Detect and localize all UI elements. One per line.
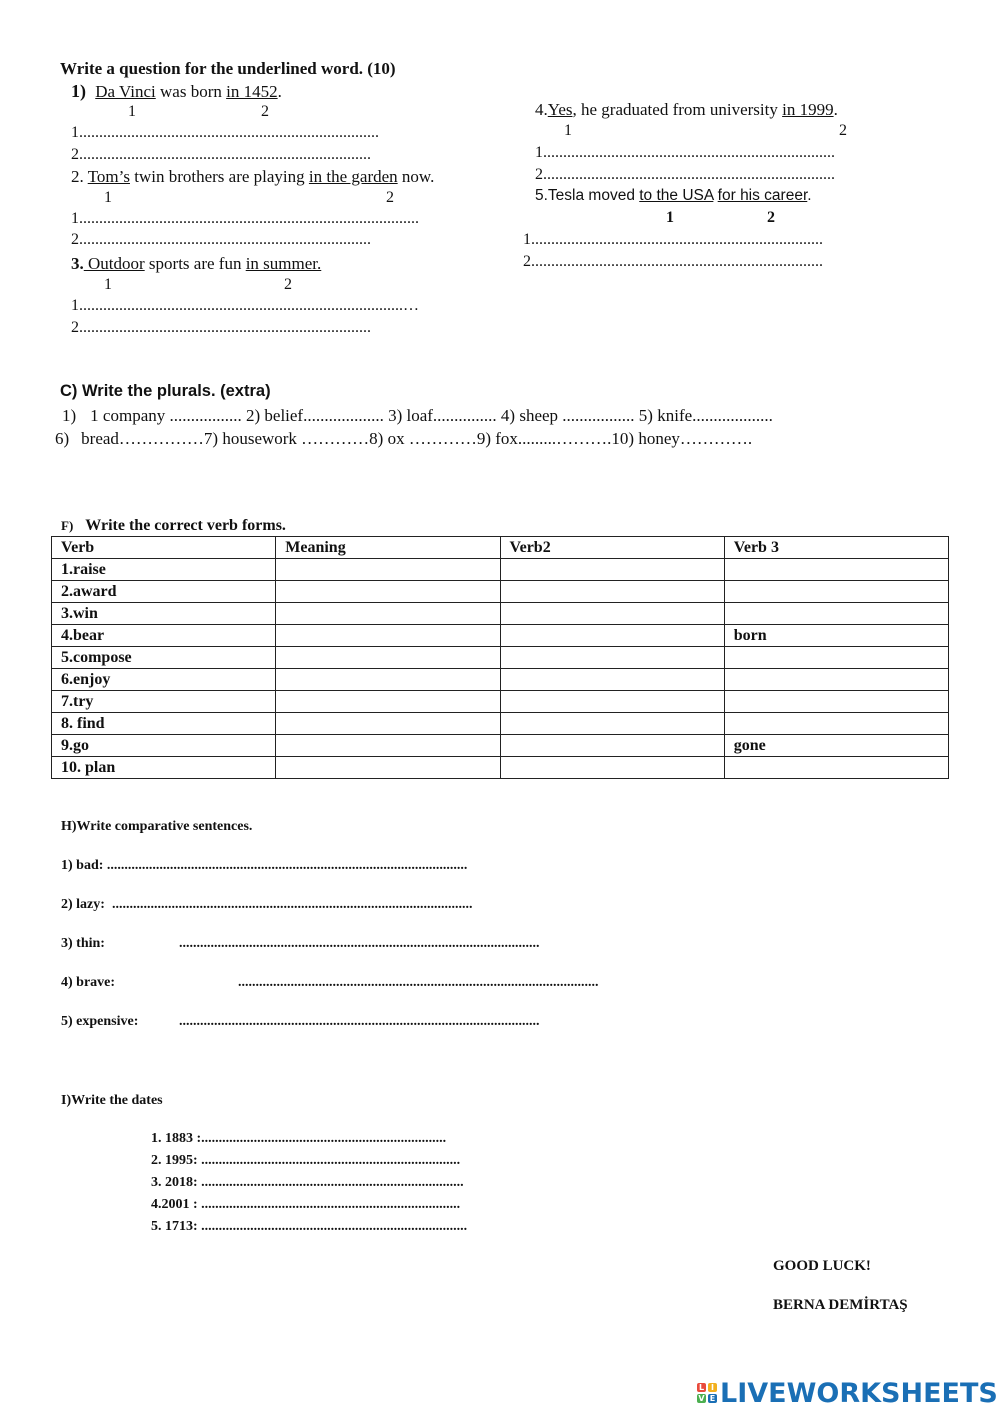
answer-line[interactable]: 1......................................................................... [523, 231, 823, 248]
table-row [52, 713, 949, 735]
underlined-word-1: Tom’s [87, 167, 130, 186]
answer-line[interactable]: ....................................................................................................... [179, 936, 540, 951]
date-item: 4.2001 : .......................................................................... [151, 1197, 461, 1212]
answer-cell[interactable] [276, 757, 500, 779]
answer-cell[interactable] [276, 603, 500, 625]
question-3-number: 3. [71, 254, 84, 273]
table-row [52, 757, 949, 779]
underlined-word-2: in summer. [245, 254, 322, 273]
logo-mark-icon: L I V E [698, 1383, 716, 1403]
answer-line[interactable]: 2......................................................................... [71, 231, 371, 248]
section-a-title: Write a question for the underlined word. (10) [60, 59, 396, 78]
verb-cell: 10. plan [52, 757, 276, 779]
question-5: 5.Tesla moved to the USA for his career. [535, 187, 812, 204]
answer-line[interactable]: ........................................................................... [201, 1175, 464, 1190]
answer-cell[interactable] [500, 603, 724, 625]
question-2: 2. Tom’s twin brothers are playing in the garden now. [71, 167, 435, 186]
underlined-word-1: Yes [547, 100, 573, 119]
answer-cell[interactable] [724, 559, 948, 581]
q1-marker-1: 1 [128, 103, 136, 120]
answer-cell[interactable] [724, 691, 948, 713]
header-verb2: Verb2 [500, 537, 724, 559]
answer-line[interactable]: 1.................................................................................… [71, 297, 419, 314]
plurals-line-2: 6) bread……………7) housework …………8) ox …………9) fox.........……….10) honey…………. [55, 429, 753, 448]
plurals-items-2[interactable]: bread……………7) housework …………8) ox …………9) fox.........……….10) honey…………. [81, 429, 753, 448]
underlined-word-2: in 1999 [782, 100, 834, 119]
table-row [52, 735, 949, 757]
comparative-item: 2) lazy: ....................................................................................................... [61, 897, 473, 912]
answer-cell[interactable] [724, 603, 948, 625]
verb-cell: 6.enjoy [52, 669, 276, 691]
answer-line[interactable]: 1..................................................................................... [71, 210, 419, 227]
plurals-items-1[interactable]: 1 company ................. 2) belief................... 3) loaf............... 4) sheep ................. 5) knife................... [90, 406, 773, 425]
answer-cell[interactable] [276, 581, 500, 603]
verb-cell: 4.bear [52, 625, 276, 647]
question-4: 4.Yes, he graduated from university in 1999. [535, 100, 838, 119]
table-header-row [52, 537, 949, 559]
verb-cell: 3.win [52, 603, 276, 625]
date-item: 3. 2018: ........................................................................... [151, 1175, 464, 1190]
date-item: 5. 1713: ............................................................................ [151, 1219, 468, 1234]
answer-cell[interactable] [724, 581, 948, 603]
answer-line[interactable]: 1........................................................................... [71, 124, 379, 141]
answer-line[interactable]: ...................................................................... [201, 1131, 447, 1146]
answer-cell[interactable] [724, 713, 948, 735]
header-verb: Verb [52, 537, 276, 559]
verb-cell: 5.compose [52, 647, 276, 669]
answer-line[interactable]: 2......................................................................... [523, 253, 823, 270]
answer-cell[interactable] [500, 691, 724, 713]
answer-cell[interactable] [276, 735, 500, 757]
answer-cell[interactable] [276, 647, 500, 669]
answer-line[interactable]: 2......................................................................... [71, 319, 371, 336]
answer-cell[interactable] [500, 625, 724, 647]
answer-cell[interactable] [724, 757, 948, 779]
answer-line[interactable]: .......................................................................... [201, 1153, 461, 1168]
answer-line[interactable]: 2......................................................................... [71, 146, 371, 163]
section-c-title: C) Write the plurals. (extra) [60, 382, 271, 400]
date-item: 2. 1995: .......................................................................... [151, 1153, 461, 1168]
table-row [52, 625, 949, 647]
answer-cell[interactable] [500, 713, 724, 735]
date-item: 1. 1883 :...................................................................... [151, 1131, 447, 1146]
answer-line[interactable]: .......................................................................... [201, 1197, 461, 1212]
answer-line[interactable]: ....................................................................................................... [238, 975, 599, 990]
q4-marker-1: 1 [564, 122, 572, 139]
verb-cell: 2.award [52, 581, 276, 603]
answer-cell[interactable] [500, 669, 724, 691]
underlined-word-2: for his career [717, 187, 808, 204]
answer-cell[interactable] [276, 713, 500, 735]
q5-marker-2: 2 [767, 209, 775, 226]
section-i-title: I)Write the dates [61, 1093, 163, 1108]
q4-marker-2: 2 [839, 122, 847, 139]
plurals-line-1: 1) 1 company ................. 2) belief................... 3) loaf............... 4) sheep ................. 5) knife................... [62, 406, 773, 425]
answer-cell[interactable] [724, 669, 948, 691]
answer-line[interactable]: ....................................................................................................... [106, 858, 468, 873]
verb-forms-table [51, 536, 949, 779]
q2-marker-1: 1 [104, 189, 112, 206]
logo-text: LIVEWORKSHEETS [720, 1377, 998, 1409]
header-meaning: Meaning [276, 537, 500, 559]
answer-cell[interactable] [276, 625, 500, 647]
q5-marker-1: 1 [666, 209, 674, 226]
author-name: BERNA DEMİRTAŞ [773, 1297, 908, 1313]
verb-cell: 8. find [52, 713, 276, 735]
comparative-item-label: 4) brave: [61, 975, 116, 990]
answer-cell[interactable] [276, 559, 500, 581]
q3-marker-2: 2 [284, 276, 292, 293]
table-row [52, 669, 949, 691]
verb-cell: 9.go [52, 735, 276, 757]
underlined-word-1: Da Vinci [95, 82, 156, 101]
verb-cell: 1.raise [52, 559, 276, 581]
good-luck-text: GOOD LUCK! [773, 1258, 871, 1274]
table-row [52, 581, 949, 603]
underlined-word-1: to the USA [639, 187, 714, 204]
question-1-number: 1) [71, 81, 86, 101]
underlined-word-2: in the garden [308, 167, 398, 186]
given-answer-cell: born [724, 625, 948, 647]
given-answer-cell: gone [724, 735, 948, 757]
table-row [52, 603, 949, 625]
section-h-title: H)Write comparative sentences. [61, 819, 253, 834]
question-3: 3. Outdoor sports are fun in summer. [71, 254, 322, 273]
q3-marker-1: 1 [104, 276, 112, 293]
q1-marker-2: 2 [261, 103, 269, 120]
answer-cell[interactable] [500, 647, 724, 669]
table-row [52, 647, 949, 669]
answer-cell[interactable] [724, 647, 948, 669]
underlined-word-1: Outdoor [83, 254, 145, 273]
answer-line[interactable]: 1......................................................................... [535, 144, 835, 161]
answer-cell[interactable] [500, 735, 724, 757]
q2-marker-2: 2 [386, 189, 394, 206]
answer-cell[interactable] [500, 559, 724, 581]
comparative-item-label: 3) thin: [61, 936, 105, 951]
table-row [52, 691, 949, 713]
section-f-title: F) Write the correct verb forms. [61, 517, 286, 534]
verb-cell: 7.try [52, 691, 276, 713]
liveworksheets-logo [697, 1378, 998, 1408]
answer-line[interactable]: ....................................................................................................... [111, 897, 473, 912]
header-verb3: Verb 3 [724, 537, 948, 559]
comparative-item-label: 5) expensive: [61, 1014, 139, 1029]
answer-line[interactable]: ............................................................................ [201, 1219, 468, 1234]
answer-cell[interactable] [500, 581, 724, 603]
table-row [52, 559, 949, 581]
answer-cell[interactable] [276, 669, 500, 691]
answer-line[interactable]: ....................................................................................................... [179, 1014, 540, 1029]
answer-cell[interactable] [276, 691, 500, 713]
answer-line[interactable]: 2......................................................................... [535, 166, 835, 183]
underlined-word-2: in 1452 [226, 82, 278, 101]
comparative-item: 1) bad: ....................................................................................................... [61, 858, 468, 873]
question-1: 1) Da Vinci was born in 1452. [71, 81, 282, 101]
answer-cell[interactable] [500, 757, 724, 779]
